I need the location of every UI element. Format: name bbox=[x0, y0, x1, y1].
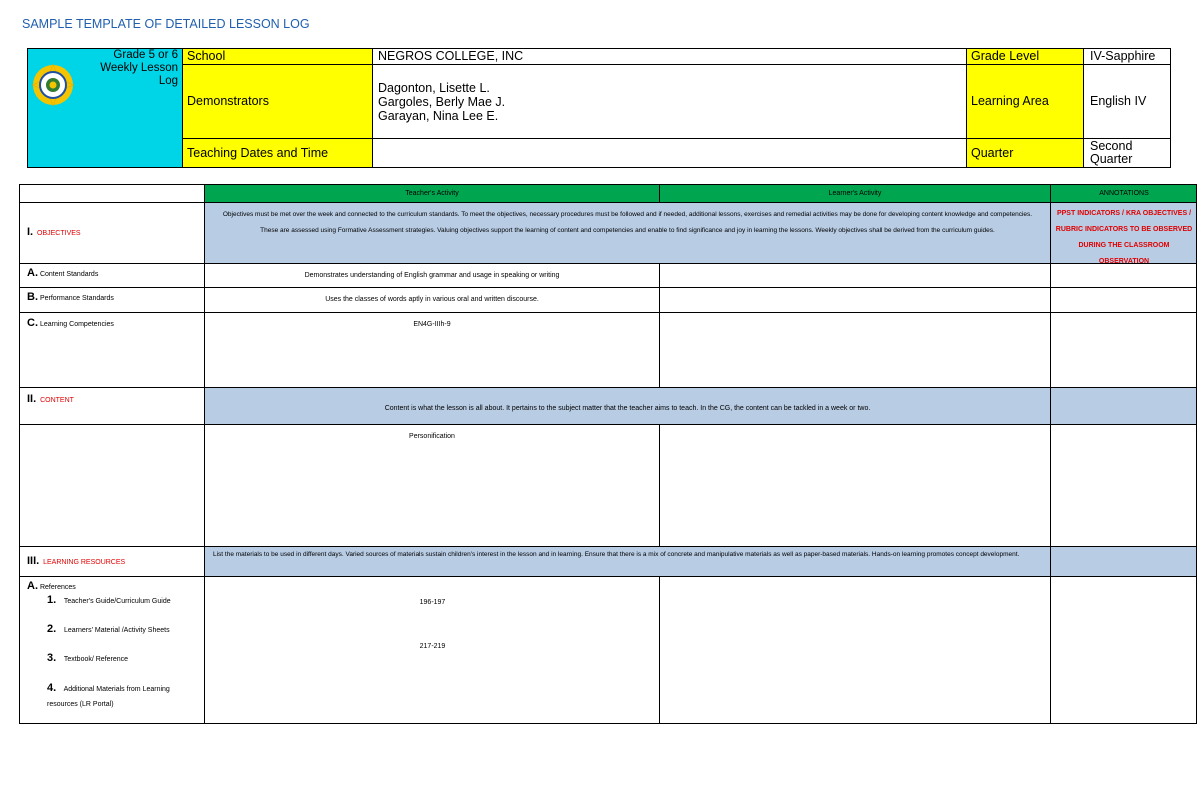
row-number: A. bbox=[27, 580, 38, 592]
dates-label: Teaching Dates and Time bbox=[183, 139, 373, 167]
school-seal-icon bbox=[32, 64, 74, 106]
references-label: References bbox=[39, 584, 76, 591]
quarter-label: Quarter bbox=[967, 139, 1084, 167]
content-body-annotation bbox=[1051, 425, 1197, 547]
blank-header-cell bbox=[19, 184, 205, 203]
row-number: III. bbox=[27, 555, 40, 567]
lesson-log-table bbox=[19, 184, 1197, 724]
reference-label: Additional Materials from Learning resources (LR Portal) bbox=[47, 686, 170, 708]
performance-standards-learner bbox=[660, 288, 1051, 313]
header-table bbox=[27, 48, 1171, 168]
row-number: B. bbox=[27, 291, 38, 303]
objectives-label: OBJECTIVES bbox=[37, 230, 81, 237]
reference-value: 196-197 bbox=[419, 599, 446, 606]
demonstrator-name: Gargoles, Berly Mae J. bbox=[378, 95, 506, 109]
demonstrator-name: Garayan, Nina Lee E. bbox=[378, 109, 499, 123]
reference-label: Learners' Material /Activity Sheets bbox=[63, 627, 170, 634]
dates-value bbox=[373, 139, 967, 167]
objectives-annotation: PPST INDICATORS / KRA OBJECTIVES / RUBRIC INDICATORS TO BE OBSERVED DURING THE CLASSROOM OBSERVATION bbox=[1051, 203, 1197, 264]
objectives-text: Objectives must be met over the week and connected to the curriculum standards. To meet the objectives, necessary procedures must be followed and if needed, additional lessons, exercises and remedial activities may be done for developing content knowledge and competencies. These are assessed using Formative Assessment strategies. Valuing objectives support the learning of content and competencies and enable to find significance and joy in learning the lessons. Weekly objectives shall be derived from the curriculum guides. bbox=[205, 203, 1051, 264]
content-label-cell bbox=[19, 388, 205, 425]
learning-area-value: English IV bbox=[1084, 65, 1170, 139]
list-number: 3. bbox=[47, 652, 57, 664]
references-learner bbox=[660, 577, 1051, 724]
school-value: NEGROS COLLEGE, INC bbox=[373, 49, 967, 65]
learning-competencies-label-cell bbox=[19, 313, 205, 388]
school-label: School bbox=[183, 49, 373, 65]
learning-resources-label-cell bbox=[19, 547, 205, 577]
performance-standards-label: Performance Standards bbox=[39, 295, 114, 302]
teacher-activity-header: Teacher's Activity bbox=[205, 184, 660, 203]
learning-competencies-label: Learning Competencies bbox=[39, 321, 114, 328]
content-annotation bbox=[1051, 388, 1197, 425]
annotations-header: ANNOTATIONS bbox=[1051, 184, 1197, 203]
row-number: I. bbox=[27, 226, 34, 238]
learning-resources-label: LEARNING RESOURCES bbox=[43, 559, 126, 566]
reference-label: Textbook/ Reference bbox=[63, 656, 129, 663]
list-number: 4. bbox=[47, 682, 57, 694]
demonstrator-name: Dagonton, Lisette L. bbox=[378, 81, 490, 95]
content-standards-label-cell bbox=[19, 264, 205, 288]
learning-competencies-annotation bbox=[1051, 313, 1197, 388]
row-number: II. bbox=[27, 393, 37, 405]
grade-label: Grade 5 or 6 Weekly Lesson Log bbox=[100, 49, 178, 87]
reference-value: 217-219 bbox=[419, 643, 446, 650]
content-value: Personification bbox=[205, 425, 660, 547]
content-body-label-cell bbox=[19, 425, 205, 547]
learning-competencies-learner bbox=[660, 313, 1051, 388]
content-standards-annotation bbox=[1051, 264, 1197, 288]
row-number: C. bbox=[27, 317, 38, 329]
objectives-label-cell bbox=[19, 203, 205, 264]
content-standards-value: Demonstrates understanding of English grammar and usage in speaking or writing bbox=[205, 264, 660, 288]
grade-level-label: Grade Level bbox=[967, 49, 1084, 65]
demonstrators-list bbox=[373, 65, 967, 139]
content-standards-label: Content Standards bbox=[39, 271, 99, 278]
list-number: 1. bbox=[47, 594, 57, 606]
list-number: 2. bbox=[47, 623, 57, 635]
learning-area-label: Learning Area bbox=[967, 65, 1084, 139]
learner-activity-header: Learner's Activity bbox=[660, 184, 1051, 203]
grade-cell bbox=[28, 49, 183, 167]
content-learner bbox=[660, 425, 1051, 547]
performance-standards-value: Uses the classes of words aptly in various oral and written discourse. bbox=[205, 288, 660, 313]
quarter-value: Second Quarter bbox=[1090, 139, 1133, 166]
references-label-cell bbox=[19, 577, 205, 724]
row-number: A. bbox=[27, 267, 38, 279]
page-title: SAMPLE TEMPLATE OF DETAILED LESSON LOG bbox=[22, 17, 310, 31]
demonstrators-label: Demonstrators bbox=[183, 65, 373, 139]
learning-competencies-value: EN4G-IIIh-9 bbox=[205, 313, 660, 388]
content-text: Content is what the lesson is all about. It pertains to the subject matter that the teacher aims to teach. In the CG, the content can be tackled in a week or two. bbox=[205, 388, 1051, 425]
learning-resources-text: List the materials to be used in different days. Varied sources of materials sustain children's interest in the lesson and in learning. Ensure that there is a mix of concrete and manipulative materials as well as paper-based materials. Hands-on learning promotes concept development. bbox=[205, 547, 1051, 577]
content-standards-learner bbox=[660, 264, 1051, 288]
content-label: CONTENT bbox=[40, 397, 74, 404]
performance-standards-label-cell bbox=[19, 288, 205, 313]
reference-label: Teacher's Guide/Curriculum Guide bbox=[63, 598, 171, 605]
references-annotation bbox=[1051, 577, 1197, 724]
grade-level-value: IV-Sapphire bbox=[1084, 49, 1170, 65]
learning-resources-annotation bbox=[1051, 547, 1197, 577]
performance-standards-annotation bbox=[1051, 288, 1197, 313]
references-teacher bbox=[205, 577, 660, 724]
